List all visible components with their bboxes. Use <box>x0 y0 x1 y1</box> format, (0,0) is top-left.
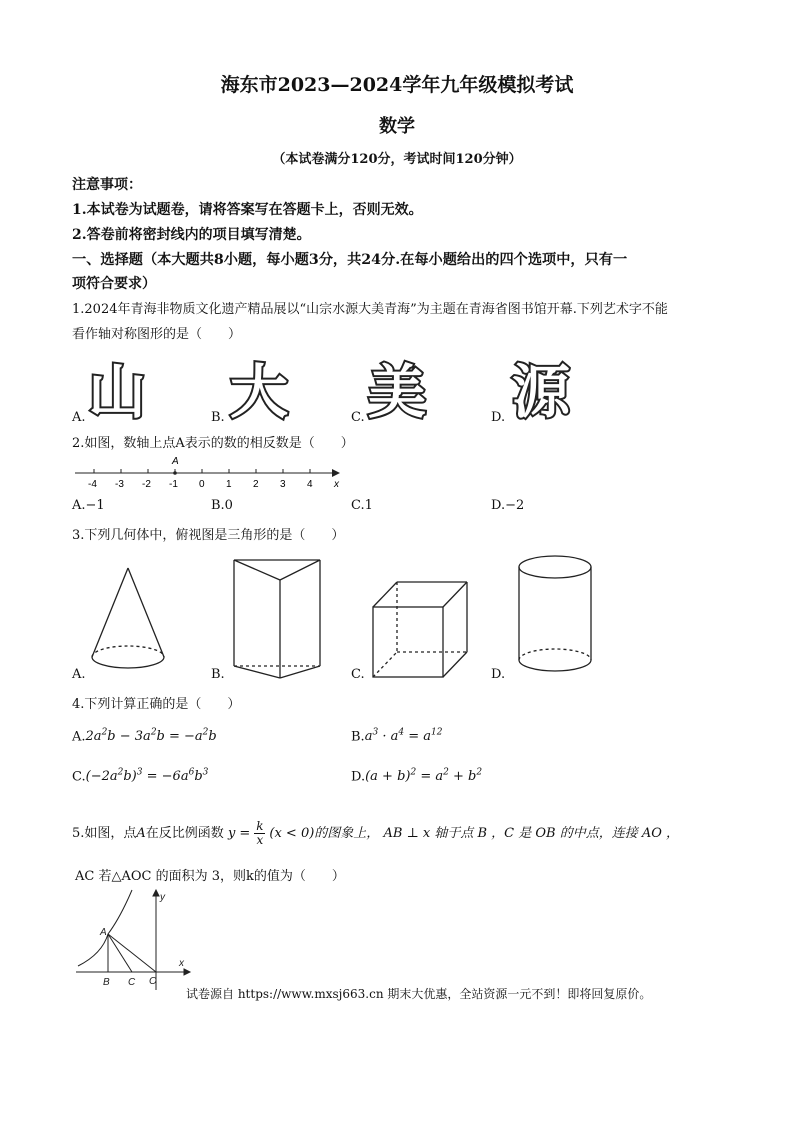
q2-tick-label: -4 <box>88 479 97 490</box>
q2-point-a <box>173 471 177 475</box>
q2-option-b: B.0 <box>211 498 233 513</box>
notice-heading: 注意事项： <box>72 177 142 193</box>
q3-prism <box>234 560 320 678</box>
svg-text:y: y <box>160 892 165 903</box>
q4-option-b: $B.a^3 \cdot a^4 = a^{12}$ <box>351 728 443 745</box>
svg-text:B: B <box>103 977 110 988</box>
q2-number-line <box>70 455 350 495</box>
q1-option-c: C. <box>351 410 365 425</box>
section1-line1: 一、选择题（本大题共8小题，每小题3分，共24分.在每小题给出的四个选项中，只有一 <box>72 252 628 268</box>
q1-option-a: A. <box>72 410 86 425</box>
q1-glyph-figures <box>0 340 794 430</box>
q1-option-b: B. <box>211 410 225 425</box>
q5-figure <box>72 888 192 993</box>
q2-axis-x: x <box>334 479 339 490</box>
q4-option-d: $D.(a + b)^2 = a^2 + b^2$ <box>351 768 483 785</box>
q3-stem: 3.下列几何体中，俯视图是三角形的是（ ） <box>72 528 345 543</box>
svg-text:x: x <box>179 958 184 969</box>
q4-stem: 4.下列计算正确的是（ ） <box>72 697 241 712</box>
q2-option-d: D.−2 <box>491 498 525 513</box>
q4-option-c: $C.(-2a^2b)^3 = -6a^6b^3$ <box>72 768 209 785</box>
exam-note: （本试卷满分120分，考试时间120分钟） <box>272 152 522 167</box>
q2-tick-label: 0 <box>199 479 205 490</box>
q3-cube <box>373 582 467 677</box>
q3-option-a: A. <box>72 667 86 682</box>
q2-tick-label: -2 <box>142 479 151 490</box>
q2-tick-label: 1 <box>226 479 232 490</box>
q3-solids <box>0 550 794 680</box>
q2-option-a: A.−1 <box>72 498 105 513</box>
q2-tick-label: -3 <box>115 479 124 490</box>
q4-option-a: $A.2a^2b - 3a^2b = -a^2b$ <box>72 728 217 745</box>
notice-item-2: 2.答卷前将密封线内的项目填写清楚。 <box>72 227 311 243</box>
q3-cone <box>92 568 164 668</box>
q3-option-b: B. <box>211 667 225 682</box>
section1-line2: 项符合要求） <box>72 276 156 292</box>
q2-tick-label: 2 <box>253 479 259 490</box>
q3-option-d: D. <box>491 667 506 682</box>
q1-glyph-a: 山 <box>88 358 147 426</box>
footer-text: 试卷源自 https://www.mxsj663.cn 期末大优惠，全站资源一元不到！即将回复原价。 <box>186 987 652 1001</box>
q2-option-c: C.1 <box>351 498 373 513</box>
exam-title: 海东市2023—2024学年九年级模拟考试 <box>220 74 574 96</box>
svg-text:O: O <box>149 976 157 987</box>
svg-text:A: A <box>100 927 107 938</box>
q3-option-c: C. <box>351 667 365 682</box>
q2-tick-label: 3 <box>280 479 286 490</box>
q1-stem-line1: 1.2024年青海非物质文化遗产精品展以“山宗水源大美青海”为主题在青海省图书馆开幕.下列艺术字不能 <box>72 302 668 317</box>
notice-item-1: 1.本试卷为试题卷，请将答案写在答题卡上，否则无效。 <box>72 202 423 218</box>
q2-tick-label: 4 <box>307 479 313 490</box>
svg-text:C: C <box>128 977 136 988</box>
q1-glyph-c: 美 <box>368 358 427 426</box>
q5-stem-line1: 5.如图，点A在反比例函数 y = k x (x < 0)的图象上， AB ⊥ x 轴于点 B ，C 是 OB 的中点，连接 AO ， <box>72 819 680 847</box>
q2-point-label: A <box>172 456 179 467</box>
q1-option-d: D. <box>491 410 506 425</box>
q2-tick-label: -1 <box>169 479 178 490</box>
q1-glyph-b: 大 <box>230 358 289 426</box>
q1-glyph-d: 源 <box>512 358 571 426</box>
exam-subject: 数学 <box>379 116 415 137</box>
q2-stem: 2.如图，数轴上点A表示的数的相反数是（ ） <box>72 436 354 451</box>
q1-stem-line2: 看作轴对称图形的是（ ） <box>72 327 242 342</box>
q3-cylinder <box>519 556 591 671</box>
q5-stem-line2: AC 若△AOC 的面积为 3，则k的值为（ ） <box>75 869 345 884</box>
